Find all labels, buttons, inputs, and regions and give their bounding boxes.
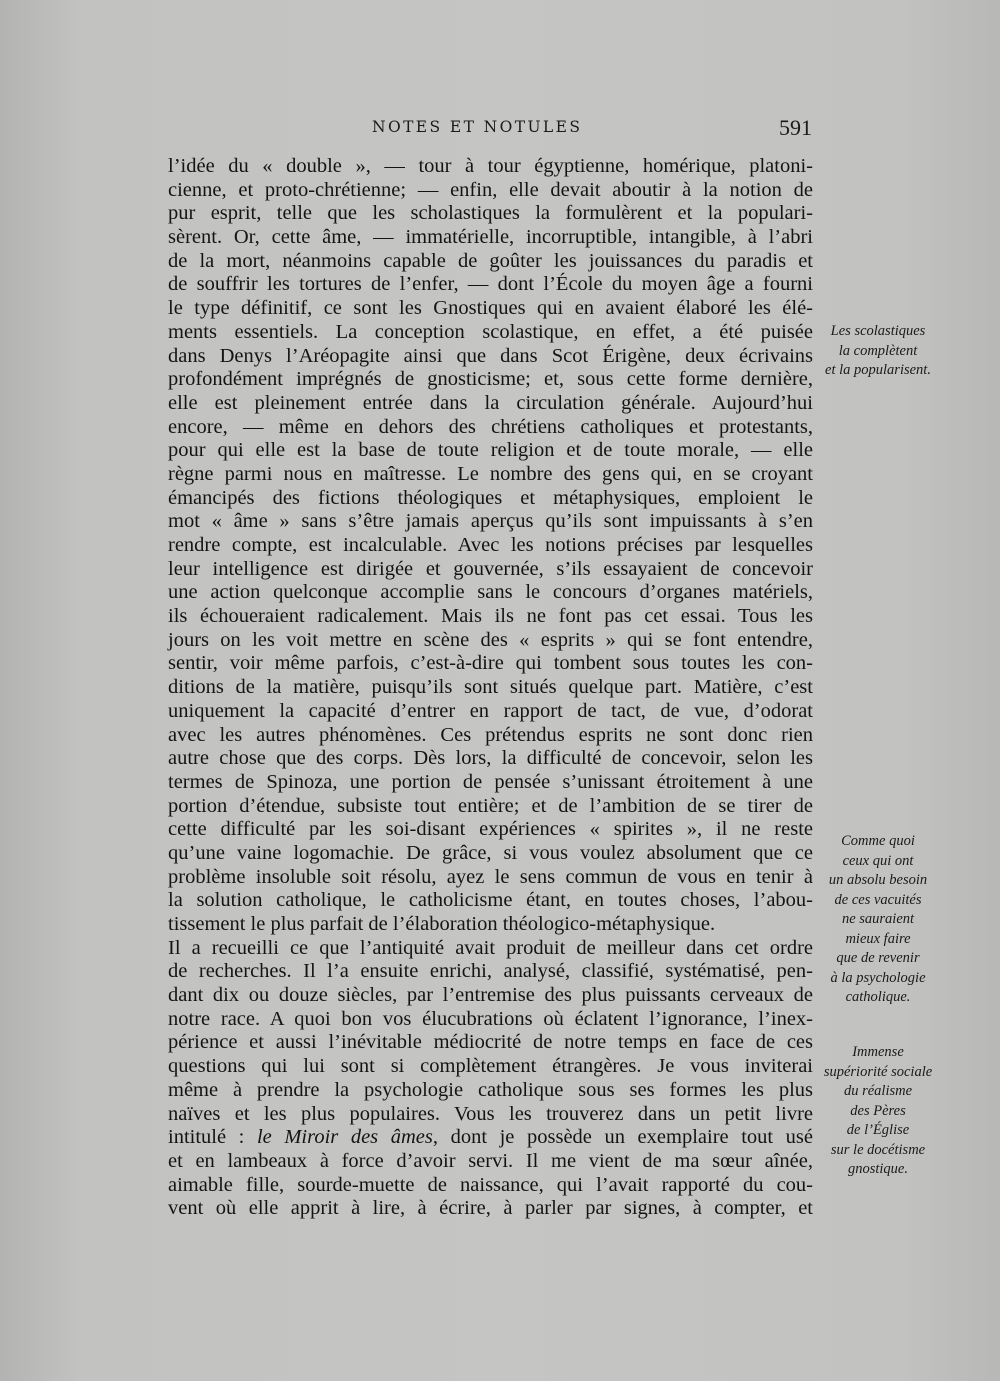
text-line: dans Denys l’Aréopagite ainsi que dans Scot Érigène, deux écrivains xyxy=(168,344,813,367)
text-line: vent où elle apprit à lire, à écrire, à parler par signes, à compter, et xyxy=(168,1197,813,1220)
margin-note-line: gnostique. xyxy=(847,1161,908,1177)
margin-note-line: des Pères xyxy=(850,1102,906,1119)
text-line: ditions de la matière, puisqu’ils sont situés quelque part. Matière, c’est xyxy=(168,676,813,699)
text-line: rendre compte, est incalculable. Avec les notions précises par lesquelles xyxy=(168,534,813,556)
text-line: dant dix ou douze siècles, par l’entremise des plus puissants cerveaux de xyxy=(168,984,813,1007)
page-header xyxy=(170,115,820,142)
text-line: pur esprit, telle que les scholastiques la formulèrent et la populari- xyxy=(168,202,813,225)
page-number: 591 xyxy=(779,115,812,140)
text-line: sèrent. Or, cette âme, — immatérielle, incorruptible, intangible, à l’abri xyxy=(168,226,813,249)
text-line: de la mort, néanmoins capable de goûter les jouissances du paradis et xyxy=(168,249,813,272)
margin-note-line: que de revenir xyxy=(836,950,920,966)
text-line: aimable fille, sourde-muette de naissance, qui l’avait rapporté du cou- xyxy=(168,1173,813,1196)
text-line: même à prendre la psychologie catholique sous ses formes les plus xyxy=(168,1078,813,1101)
text-line: cienne, et proto-chrétienne; — enfin, elle devait aboutir à la notion de xyxy=(168,178,813,201)
text-line: le type définitif, ce sont les Gnostiques qui en avaient élaboré les élé- xyxy=(168,297,813,320)
text-line: encore, — même en dehors des chrétiens catholiques et protestants, xyxy=(168,415,813,438)
main-text-column xyxy=(168,155,813,1221)
text-line: leur intelligence est dirigée et gouvernée, s’ils essayaient de concevoir xyxy=(168,557,813,580)
text-line: profondément imprégnés de gnosticisme; et, sous cette forme dernière, xyxy=(168,368,813,391)
margin-note-line: Immense xyxy=(852,1044,904,1060)
text-line: questions qui lui sont si complètement étrangères. Je vous inviterai xyxy=(168,1055,813,1078)
text-line: de recherches. Il l’a ensuite enrichi, analysé, classifié, systématisé, pen- xyxy=(168,960,813,983)
margin-note-line: de ces vacuités xyxy=(834,891,922,908)
text-line: l’idée du « double », — tour à tour égyptienne, homérique, platoni- xyxy=(168,155,813,177)
margin-note-line: de l’Église xyxy=(846,1122,910,1138)
margin-note-psychology xyxy=(812,832,944,1008)
text-line: qu’une vaine logomachie. De grâce, si vous voulez absolument que ce xyxy=(168,841,813,864)
text-line: notre race. A quoi bon vos élucubrations où éclatent l’ignorance, l’inex- xyxy=(168,1007,813,1030)
margin-note-scholastics xyxy=(812,322,944,381)
text-line: règne parmi nous en maîtresse. Le nombre des gens qui, en se croyant xyxy=(168,462,813,485)
text-line: cette difficulté par les soi-disant expériences « spirites », il ne reste xyxy=(168,818,813,841)
margin-note-line: ne sauraient xyxy=(841,911,915,927)
text-line: elle est pleinement entrée dans la circulation générale. Aujourd’hui xyxy=(168,391,813,414)
text-line: sentir, voir même parfois, c’est-à-dire qui tombent sous toutes les con- xyxy=(168,652,813,675)
margin-note-superiority xyxy=(812,1043,944,1180)
margin-note-line: sur le docétisme xyxy=(830,1141,926,1158)
margin-note-line: ceux qui ont xyxy=(842,852,914,869)
text-line: naïves et les plus populaires. Vous les trouverez dans un petit livre xyxy=(168,1102,813,1125)
text-line: termes de Spinoza, une portion de pensée s’unissant étroitement à une xyxy=(168,770,813,793)
text-line: portion d’étendue, subsiste tout entière; et de l’ambition de se tirer de xyxy=(168,794,813,817)
text-line: autre chose que des corps. Dès lors, la difficulté de concevoir, selon les xyxy=(168,747,813,770)
margin-note-line: supériorité sociale xyxy=(823,1063,933,1080)
text-line: ils échoueraient radicalement. Mais ils ne font pas cet essai. Tous les xyxy=(168,605,813,628)
text-line: pour qui elle est la base de toute religion et de toute morale, — elle xyxy=(168,439,813,462)
text-line: périence et aussi l’inévitable médiocrité de notre temps en face de ces xyxy=(168,1031,813,1054)
text-line: de souffrir les tortures de l’enfer, — dont l’École du moyen âge a fourni xyxy=(168,273,813,296)
text-line: avec les autres phénomènes. Ces prétendus esprits ne sont donc rien xyxy=(168,723,813,746)
text-line: problème insoluble soit résolu, ayez le sens commun de vous en tenir à xyxy=(168,865,813,888)
text-line: la solution catholique, le catholicisme étant, en toutes choses, l’abou- xyxy=(168,889,813,912)
text-line: jours on les voit mettre en scène des « esprits » qui se font entendre, xyxy=(168,628,813,651)
margin-note-line: et la popularisent. xyxy=(825,362,931,378)
margin-note-line: catholique. xyxy=(845,989,911,1005)
text-line: et en lambeaux à force d’avoir servi. Il me vient de ma sœur aînée, xyxy=(168,1149,813,1172)
text-line: intitulé : le Miroir des âmes, dont je possède un exemplaire tout usé xyxy=(168,1126,814,1149)
text-line: uniquement la capacité d’entrer en rapport de tact, de vue, d’odorat xyxy=(168,699,813,722)
text-line: une action quelconque accomplie sans le concours d’organes matériels, xyxy=(168,581,813,604)
margin-note-line: un absolu besoin xyxy=(828,872,928,888)
margin-note-line: du réalisme xyxy=(843,1083,913,1099)
book-title-italic: le Miroir des âmes xyxy=(256,1126,433,1149)
text-line: ments essentiels. La conception scolastique, en effet, a été puisée xyxy=(168,320,813,343)
margin-note-line: mieux faire xyxy=(845,930,911,947)
text-line: émancipés des fictions théologiques et métaphysiques, emploient le xyxy=(168,486,813,509)
text-line: mot « âme » sans s’être jamais aperçus qu’ils sont impuissants à s’en xyxy=(168,510,813,533)
margin-note-line: Comme quoi xyxy=(841,833,915,849)
running-head: NOTES ET NOTULES xyxy=(372,118,583,136)
margin-note-line: à la psychologie xyxy=(830,969,926,986)
margin-note-line: Les scolastiques xyxy=(830,323,926,339)
text-line: tissement le plus parfait de l’élaboration théologico-métaphysique. xyxy=(168,913,716,935)
text-line: Il a recueilli ce que l’antiquité avait produit de meilleur dans cet ordre xyxy=(168,936,813,959)
margin-note-line: la complètent xyxy=(838,342,918,359)
